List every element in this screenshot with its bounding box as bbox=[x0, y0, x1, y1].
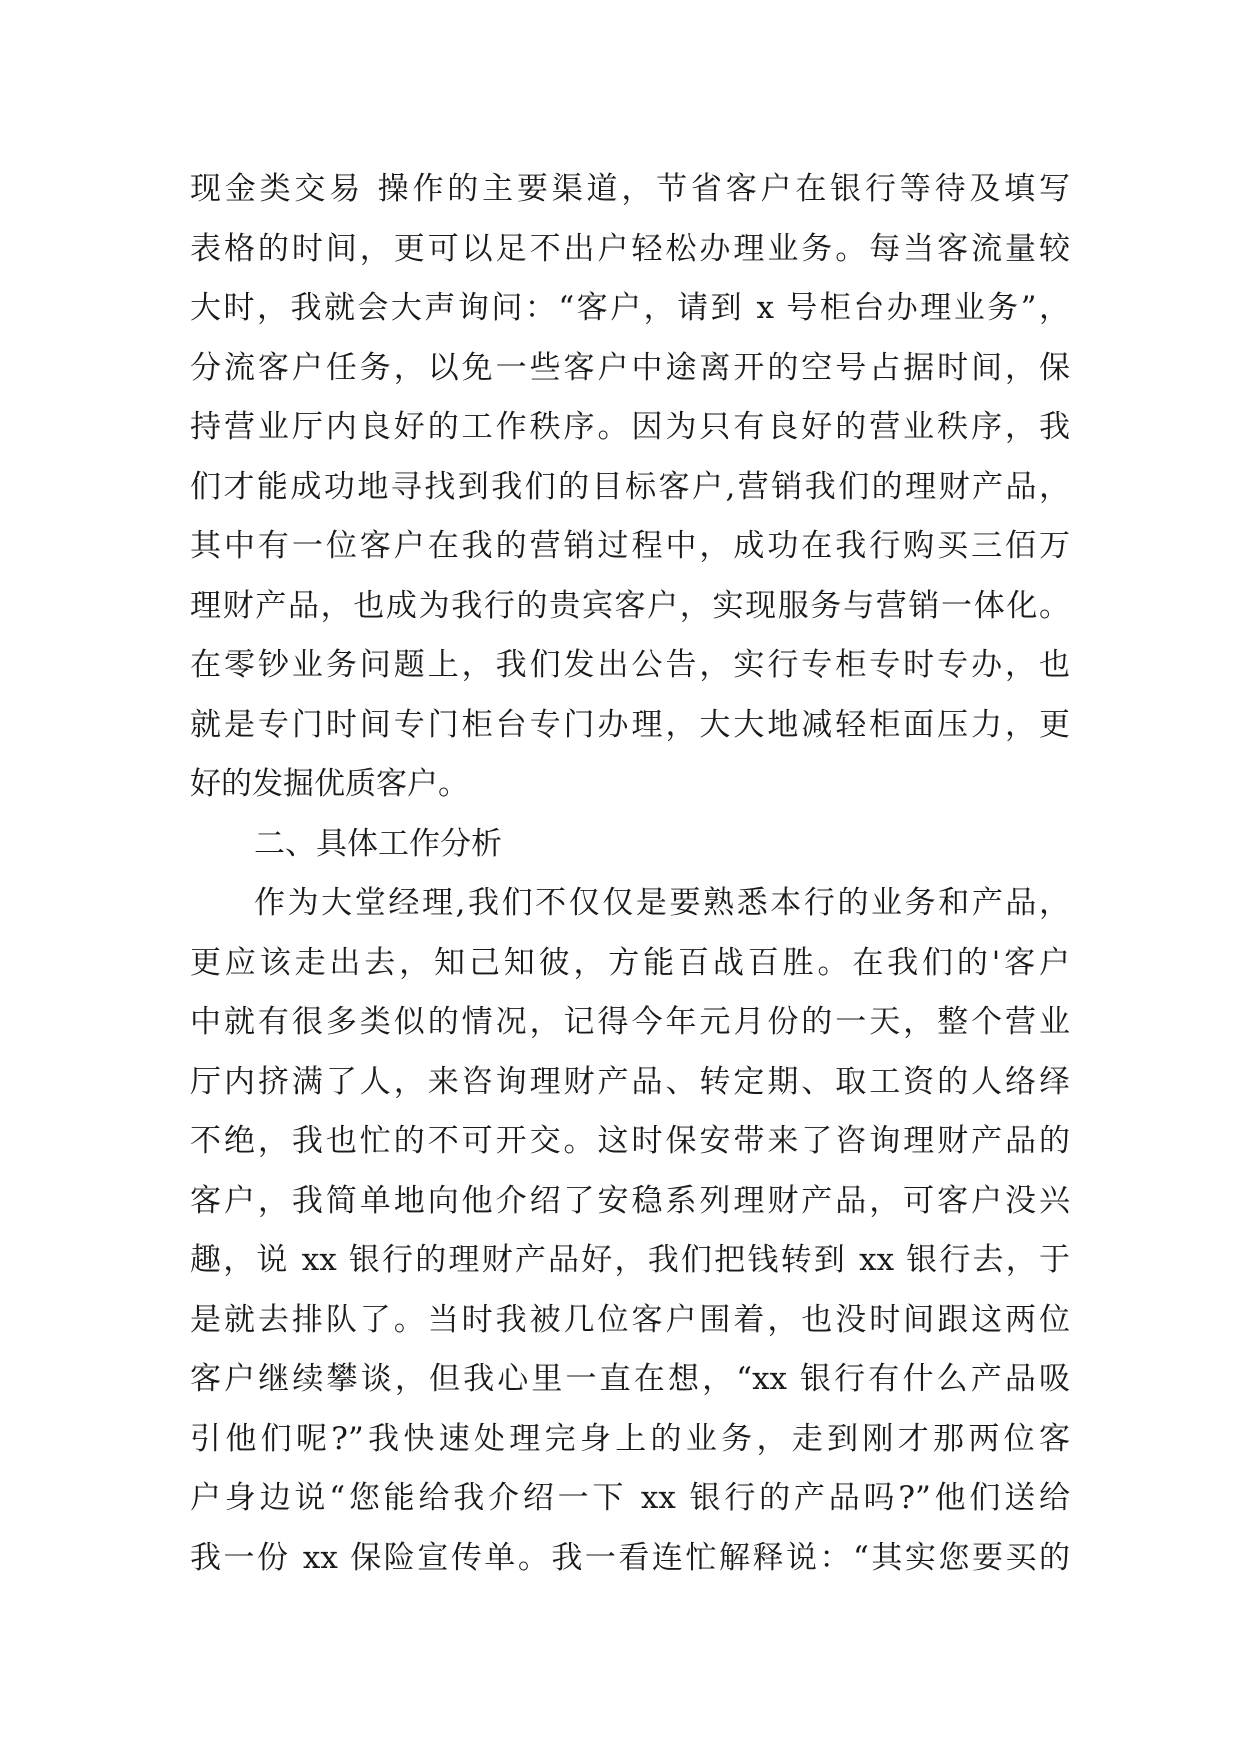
text-line: 是就去排队了。当时我被几位客户围着，也没时间跟这两位 bbox=[190, 1301, 1070, 1338]
text-line: 好的发掘优质客户。 bbox=[190, 766, 469, 802]
text-line: 现金类交易 操作的主要渠道，节省客户在银行等待及填写 bbox=[190, 171, 1070, 207]
text-line: 大时，我就会大声询问：“客户，请到 x 号柜台办理业务”， bbox=[190, 290, 1070, 326]
text-line: 理财产品，也成为我行的贵宾客户，实现服务与营销一体化。 bbox=[190, 587, 1070, 624]
text-line: 不绝，我也忙的不可开交。这时保安带来了咨询理财产品的 bbox=[190, 1123, 1070, 1159]
text-line: 分流客户任务，以免一些客户中途离开的空号占据时间，保 bbox=[190, 349, 1070, 386]
text-line: 厅内挤满了人，来咨询理财产品、转定期、取工资的人络绎 bbox=[190, 1063, 1070, 1100]
text-line: 表格的时间，更可以足不出户轻松办理业务。每当客流量较 bbox=[190, 230, 1070, 267]
text-line: 在零钞业务问题上，我们发出公告，实行专柜专时专办，也 bbox=[190, 647, 1070, 683]
text-line: 客户继续攀谈，但我心里一直在想，“xx 银行有什么产品吸 bbox=[190, 1361, 1070, 1397]
paragraph-2 bbox=[190, 874, 1070, 1588]
text-line: 就是专门时间专门柜台专门办理，大大地减轻柜面压力，更 bbox=[190, 706, 1070, 743]
text-line: 中就有很多类似的情况，记得今年元月份的一天，整个营业 bbox=[190, 1004, 1070, 1040]
text-line: 客户，我简单地向他介绍了安稳系列理财产品，可客户没兴 bbox=[190, 1182, 1070, 1219]
text-line: 引他们呢?”我快速处理完身上的业务，走到刚才那两位客 bbox=[190, 1420, 1070, 1457]
text-line: 其中有一位客户在我的营销过程中，成功在我行购买三佰万 bbox=[190, 528, 1070, 564]
text-line: 趣，说 xx 银行的理财产品好，我们把钱转到 xx 银行去，于 bbox=[190, 1242, 1070, 1278]
text-line: 更应该走出去，知己知彼，方能百战百胜。在我们的'客户 bbox=[190, 944, 1070, 981]
text-line: 作为大堂经理,我们不仅仅是要熟悉本行的业务和产品， bbox=[254, 885, 1070, 921]
text-line: 们才能成功地寻找到我们的目标客户,营销我们的理财产品， bbox=[190, 468, 1070, 505]
text-line: 我一份 xx 保险宣传单。我一看连忙解释说：“其实您要买的 bbox=[190, 1539, 1070, 1576]
text-line: 户身边说“您能给我介绍一下 xx 银行的产品吗?”他们送给 bbox=[190, 1480, 1070, 1516]
paragraph-1 bbox=[190, 160, 1070, 815]
section-heading: 二、具体工作分析 bbox=[254, 825, 502, 862]
document-body bbox=[190, 160, 1070, 1588]
text-line: 持营业厅内良好的工作秩序。因为只有良好的营业秩序，我 bbox=[190, 409, 1070, 445]
